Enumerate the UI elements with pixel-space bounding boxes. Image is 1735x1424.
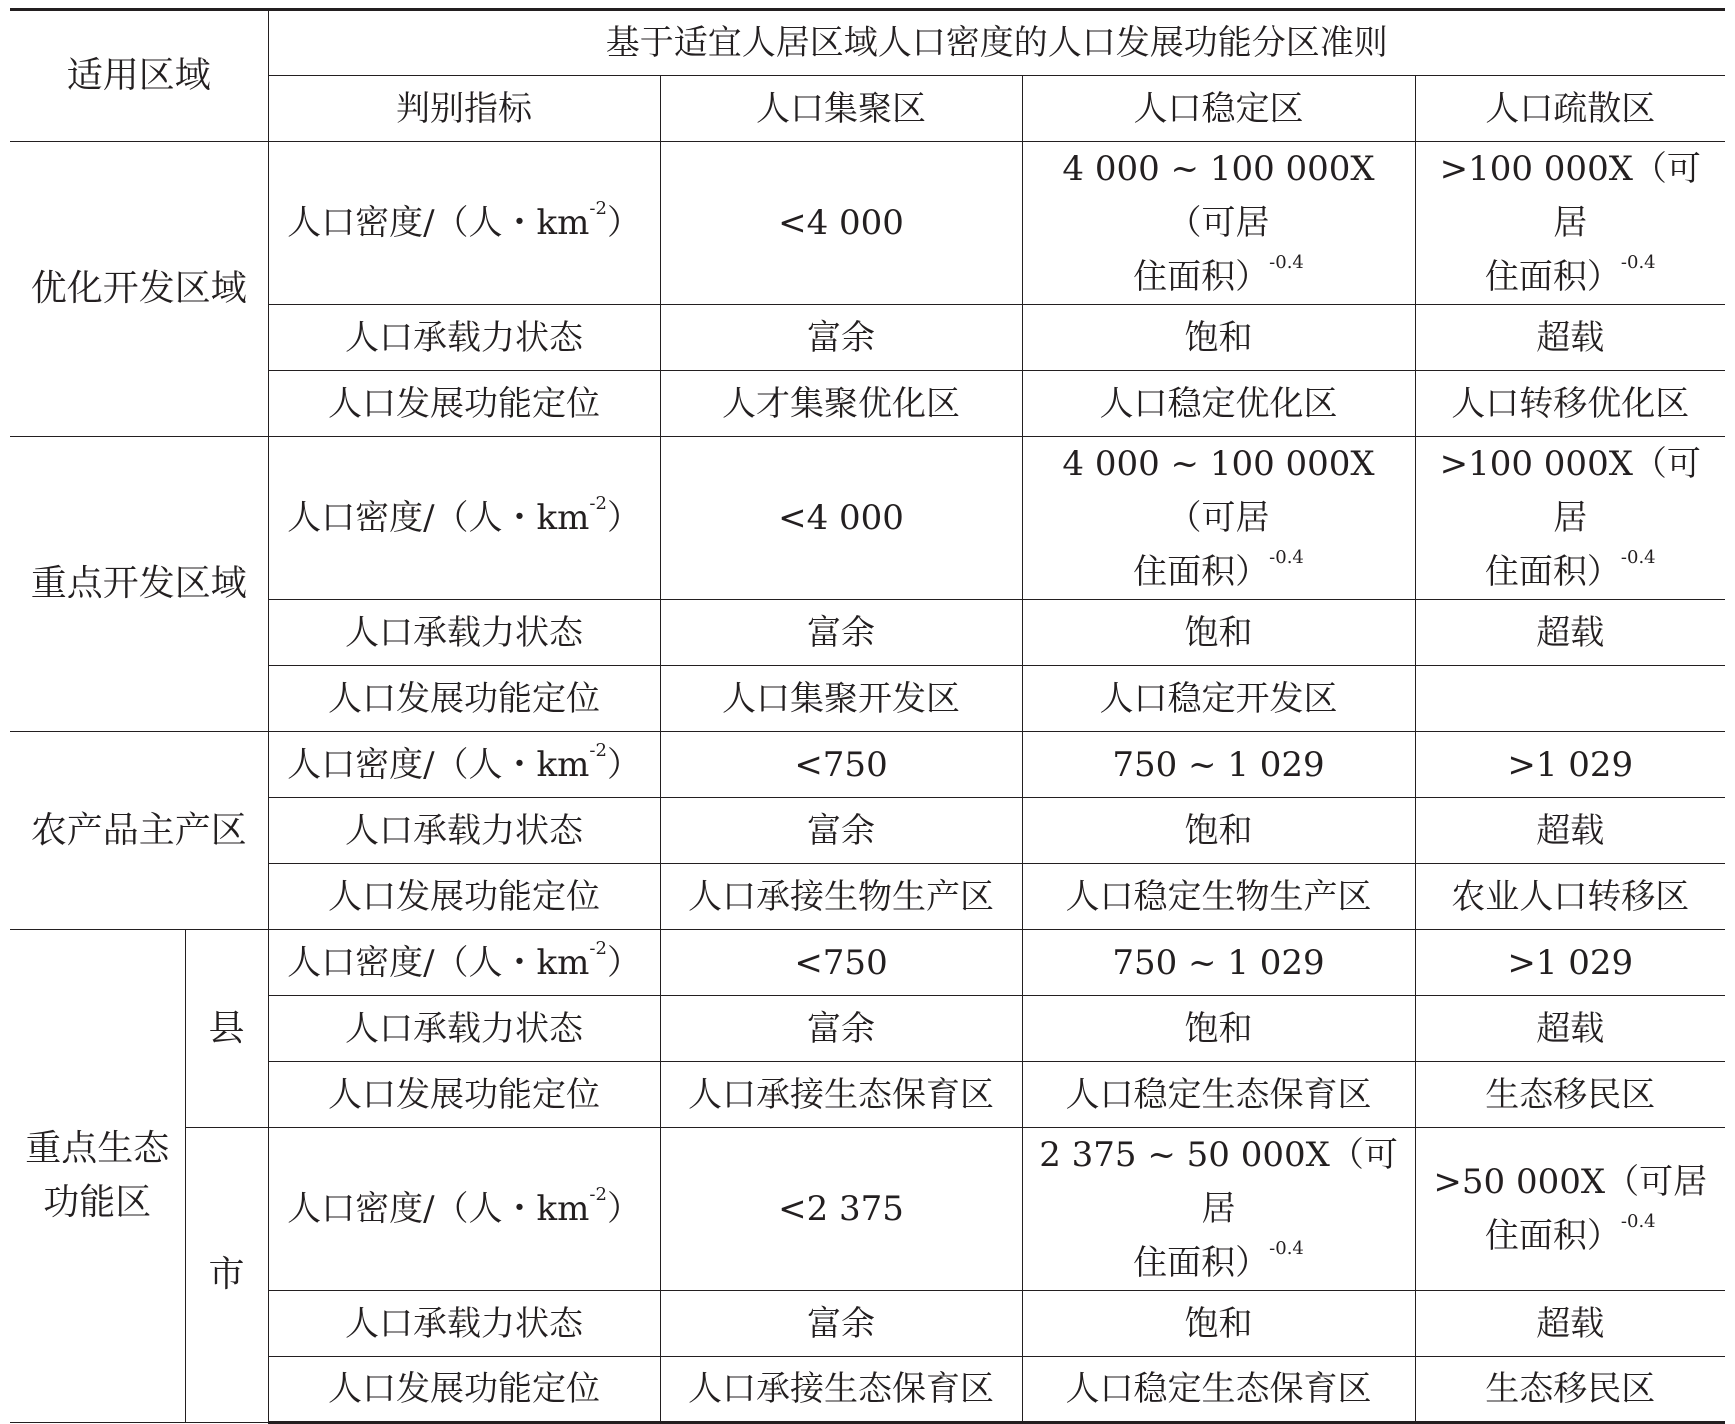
function-indicator: 人口发展功能定位	[268, 1062, 660, 1128]
optimized-capacity-stable: 饱和	[1022, 305, 1415, 371]
optimized-density-disperse: >100 000X（可居 住面积）$^{-0.4}$	[1415, 142, 1725, 305]
optimized-density-stable: 4 000 ~ 100 000X（可居 住面积）$^{-0.4}$	[1022, 142, 1415, 305]
eco-county-capacity-row	[10, 996, 1725, 1062]
eco-county-function-row	[10, 1062, 1725, 1128]
eco-city-label: 市	[185, 1128, 268, 1423]
function-indicator: 人口发展功能定位	[268, 1357, 660, 1423]
density-indicator: 人口密度/（人・$km^{-2}$）	[268, 1128, 660, 1291]
agri-density-stable: 750 ~ 1 029	[1022, 732, 1415, 798]
eco-city-density-row	[10, 1128, 1725, 1291]
agri-function-row	[10, 864, 1725, 930]
eco-city-capacity-disperse: 超载	[1415, 1291, 1725, 1357]
eco-city-capacity-stable: 饱和	[1022, 1291, 1415, 1357]
optimized-density-row	[10, 142, 1725, 305]
function-indicator: 人口发展功能定位	[268, 666, 660, 732]
agri-density-disperse: >1 029	[1415, 732, 1725, 798]
key-function-gather: 人口集聚开发区	[660, 666, 1022, 732]
agri-capacity-stable: 饱和	[1022, 798, 1415, 864]
agri-capacity-gather: 富余	[660, 798, 1022, 864]
gather-zone-header: 人口集聚区	[660, 76, 1022, 142]
eco-county-density-gather: <750	[660, 930, 1022, 996]
eco-city-capacity-row	[10, 1291, 1725, 1357]
eco-city-function-disperse: 生态移民区	[1415, 1357, 1725, 1423]
capacity-indicator: 人口承载力状态	[268, 996, 660, 1062]
optimized-capacity-row	[10, 305, 1725, 371]
agri-capacity-row	[10, 798, 1725, 864]
agri-function-stable: 人口稳定生物生产区	[1022, 864, 1415, 930]
density-indicator: 人口密度/（人・$km^{-2}$）	[268, 732, 660, 798]
key-density-stable: 4 000 ~ 100 000X（可居 住面积）$^{-0.4}$	[1022, 437, 1415, 600]
eco-city-density-disperse: >50 000X（可居 住面积）$^{-0.4}$	[1415, 1128, 1725, 1291]
function-indicator: 人口发展功能定位	[268, 864, 660, 930]
header-row-2	[10, 76, 1725, 142]
eco-region-name: 重点生态 功能区	[10, 930, 185, 1423]
eco-city-function-row	[10, 1357, 1725, 1423]
indicator-header: 判别指标	[268, 76, 660, 142]
eco-county-function-gather: 人口承接生态保育区	[660, 1062, 1022, 1128]
eco-county-capacity-gather: 富余	[660, 996, 1022, 1062]
eco-county-capacity-stable: 饱和	[1022, 996, 1415, 1062]
agri-region-name: 农产品主产区	[10, 732, 268, 930]
optimized-function-disperse: 人口转移优化区	[1415, 371, 1725, 437]
key-density-disperse: >100 000X（可居 住面积）$^{-0.4}$	[1415, 437, 1725, 600]
stable-zone-header: 人口稳定区	[1022, 76, 1415, 142]
eco-county-label: 县	[185, 930, 268, 1128]
eco-city-function-gather: 人口承接生态保育区	[660, 1357, 1022, 1423]
optimized-function-row	[10, 371, 1725, 437]
agri-function-disperse: 农业人口转移区	[1415, 864, 1725, 930]
agri-capacity-disperse: 超载	[1415, 798, 1725, 864]
key-capacity-row	[10, 600, 1725, 666]
eco-county-density-row	[10, 930, 1725, 996]
eco-city-function-stable: 人口稳定生态保育区	[1022, 1357, 1415, 1423]
key-density-row	[10, 437, 1725, 600]
optimized-capacity-gather: 富余	[660, 305, 1022, 371]
agri-density-row	[10, 732, 1725, 798]
key-capacity-gather: 富余	[660, 600, 1022, 666]
agri-function-gather: 人口承接生物生产区	[660, 864, 1022, 930]
key-capacity-stable: 饱和	[1022, 600, 1415, 666]
key-function-disperse	[1415, 666, 1725, 732]
eco-city-density-stable: 2 375 ~ 50 000X（可居 住面积）$^{-0.4}$	[1022, 1128, 1415, 1291]
eco-county-function-stable: 人口稳定生态保育区	[1022, 1062, 1415, 1128]
eco-county-function-disperse: 生态移民区	[1415, 1062, 1725, 1128]
optimized-function-stable: 人口稳定优化区	[1022, 371, 1415, 437]
criteria-title-header: 基于适宜人居区域人口密度的人口发展功能分区准则	[268, 10, 1725, 76]
function-indicator: 人口发展功能定位	[268, 371, 660, 437]
density-indicator: 人口密度/（人・$km^{-2}$）	[268, 142, 660, 305]
optimized-function-gather: 人才集聚优化区	[660, 371, 1022, 437]
optimized-capacity-disperse: 超载	[1415, 305, 1725, 371]
key-function-row	[10, 666, 1725, 732]
capacity-indicator: 人口承载力状态	[268, 1291, 660, 1357]
header-row-1	[10, 10, 1725, 76]
disperse-zone-header: 人口疏散区	[1415, 76, 1725, 142]
eco-city-capacity-gather: 富余	[660, 1291, 1022, 1357]
eco-county-density-stable: 750 ~ 1 029	[1022, 930, 1415, 996]
key-region-name: 重点开发区域	[10, 437, 268, 732]
eco-city-density-gather: <2 375	[660, 1128, 1022, 1291]
density-indicator: 人口密度/（人・$km^{-2}$）	[268, 930, 660, 996]
capacity-indicator: 人口承载力状态	[268, 798, 660, 864]
eco-county-density-disperse: >1 029	[1415, 930, 1725, 996]
key-capacity-disperse: 超载	[1415, 600, 1725, 666]
key-density-gather: <4 000	[660, 437, 1022, 600]
eco-county-capacity-disperse: 超载	[1415, 996, 1725, 1062]
key-function-stable: 人口稳定开发区	[1022, 666, 1415, 732]
density-indicator: 人口密度/（人・$km^{-2}$）	[268, 437, 660, 600]
agri-density-gather: <750	[660, 732, 1022, 798]
optimized-density-gather: <4 000	[660, 142, 1022, 305]
applicable-region-header: 适用区域	[10, 10, 268, 142]
population-function-zoning-table	[10, 8, 1725, 1424]
optimized-region-name: 优化开发区域	[10, 142, 268, 437]
capacity-indicator: 人口承载力状态	[268, 305, 660, 371]
capacity-indicator: 人口承载力状态	[268, 600, 660, 666]
